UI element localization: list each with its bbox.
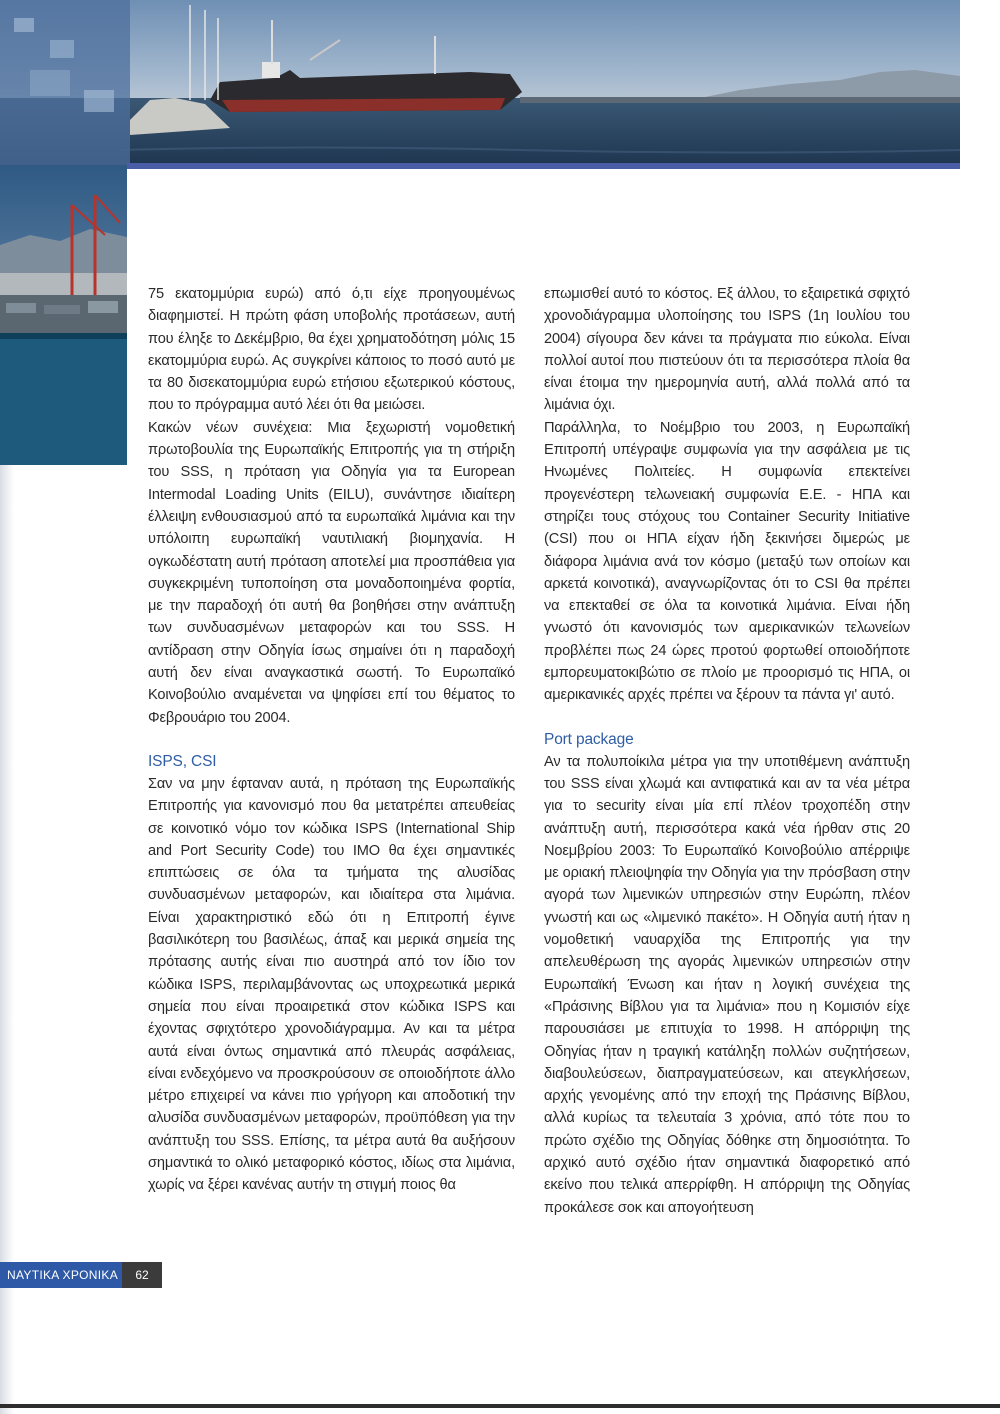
article-column-left bbox=[148, 283, 515, 1197]
body-paragraph: Παράλληλα, το Νοέμβριο του 2003, η Ευρωπαϊκή Επιτροπή υπέγραψε συμφωνία για την ασφάλεια με τις Ηνωμένες Πολιτείες. Η συμφωνία επεκτείνει προγενέστερη τελωνειακή συμφωνία Ε.Ε. - ΗΠΑ και στηρίζει τους στόχους του Container Security Initiative (CSI) που οι ΗΠΑ είχαν ήδη ξεκινήσει διμερώς με διάφορα λιμάνια ανά τον κόσμο (μεταξύ των οποίων και αρκετά κοινοτικά), αναγνωρίζοντας ότι το CSI θα πρέπει να επεκταθεί σε όλα τα κοινοτικά λιμάνια. Είναι ήδη γνωστό ότι κανονισμός των αμερικανικών τελωνείων προβλέπει πως 24 ώρες προτού φορτωθεί οποιοδήποτε εμπορευματοκιβώτιο σε πλοίο με προορισμό τις ΗΠΑ, οι αμερικανικές αρχές πρέπει να ξέρουν τα πάντα γι' αυτό. bbox=[544, 419, 910, 704]
bottom-rule bbox=[0, 1404, 1000, 1408]
port-photo bbox=[0, 165, 127, 465]
harbor-photo bbox=[0, 0, 960, 165]
paragraph-spacer bbox=[544, 707, 910, 729]
body-paragraph: επωμισθεί αυτό το κόστος. Εξ άλλου, το εξαιρετικά σφιχτό χρονοδιάγραμμα υλοποίησης του ISPS (1η Ιουλίου του 2004) σίγουρα δεν κάνει τα πράγματα πιο εύκολα. Είναι πολλοί αυτοί που πιστεύουν ότι τα περισσότερα πλοία θα είναι έτοιμα την ημερομηνία αυτή, αλλά πολλά από τα λιμάνια όχι. bbox=[544, 286, 910, 414]
section-heading-port-package: Port package bbox=[544, 730, 634, 748]
article-column-right bbox=[544, 283, 910, 1219]
body-paragraph: Αν τα πολυποίκιλα μέτρα για την υποτιθέμενη ανάπτυξη του SSS είναι χλωμά και αντιφατικά και αν τα νέα μέτρα για το security είναι μία επί πλέον τροχοπέδη στην ανάπτυξη αυτή, περισσότερα κακά νέα ήρθαν στις 20 Νοεμβρίου 2003: Το Ευρωπαϊκό Κοινοβούλιο απέρριψε με οριακή πλειοψηφία την Οδηγία για την πρόσβαση στην αγορά των λιμενικών υπηρεσιών στην Ευρώπη, πλέον γνωστή και ως «λιμενικό πακέτο». Η Οδηγία αυτή ήταν η νομοθετική ναυαρχίδα της Επιτροπής για την απελευθέρωση της αγοράς λιμενικών υπηρεσιών στην Ευρωπαϊκή Ένωση και ήταν η λογική συνέχεια της «Πράσινης Βίβλου για τα λιμάνια» που η Κομισιόν είχε παρουσιάσει με επιτυχία το 1998. Η απόρριψη της Οδηγίας ήταν η τραγική κατάληξη πολλών συζητήσεων, διαβουλεύσεων, διαπραγματεύσεων, και ατεγκλήσεων, αρχής γενομένης από την εποχή της Πράσινης Βίβλου, αλλά κυρίως τα τελευταία 3 χρόνια, από τότε που το πρώτο σχέδιο της Οδηγίας δόθηκε στη δημοσιότητα. Το αρχικό αυτό σχέδιο ήταν σημαντικά διαφορετικό από εκείνο που τελικά απερρίφθη. Η απόρριψη της Οδηγίας προκάλεσε σοκ και απογοήτευση bbox=[544, 753, 910, 1216]
section-heading-isps-csi: ISPS, CSI bbox=[148, 752, 217, 770]
page-number: 62 bbox=[122, 1262, 162, 1288]
paragraph-spacer bbox=[148, 729, 515, 751]
header-accent-band bbox=[127, 163, 960, 169]
body-paragraph: 75 εκατομμύρια ευρώ) από ό,τι είχε προηγουμένως διαφημιστεί. Η πρώτη φάση υποβολής προτάσεων, αυτή που έληξε το Δεκέμβριο, θα έχει χρηματοδότηση μόλις 15 εκατομμύρια ευρώ. Ας συγκρίνει κάποιος το ποσό αυτό με τα 80 δισεκατομμύρια ευρώ ετήσιου εξωτερικού κόστους, που το πρόγραμμα αυτό λέει ότι θα μειώσει. bbox=[148, 286, 515, 414]
body-paragraph: Κακών νέων συνέχεια: Μια ξεχωριστή νομοθετική πρωτοβουλία της Ευρωπαϊκής Επιτροπής για τη στήριξη του SSS, η πρόταση για Οδηγία για τα European Intermodal Loading Units (EILU), συνάντησε ιδιαίτερη έλλειψη ενθουσιασμού από τα ευρωπαϊκά λιμάνια και την υπόλοιπη ευρωπαϊκή ναυτιλιακή βιομηχανία. Η ογκωδέστατη αυτή πρόταση αποτελεί μια προσπάθεια για συγκεκριμένη τυποποίηση στα μοναδοποιημένα φορτία, με την παραδοχή ότι αυτή θα βοηθήσει στην ανάπτυξη των συνδυασμένων μεταφορών και του SSS. Η αντίδραση στην Οδηγία ίσως σημαίνει ότι η παραδοχή αυτή δεν είναι αναγκαστικά σωστή. Το Ευρωπαϊκό Κοινοβούλιο αναμένεται να ψηφίσει επί του θέματος το Φεβρουάριο του 2004. bbox=[148, 419, 515, 726]
body-paragraph: Σαν να μην έφταναν αυτά, η πρόταση της Ευρωπαϊκής Επιτροπής για κανονισμό που θα μετατρέπει απευθείας σε κοινοτικό νόμο τον κώδικα ISPS (International Ship and Port Security Code) του IMO θα έχει σημαντικές επιπτώσεις σε όλα τα τμήματα της αλυσίδας συνδυασμένων μεταφορών, και ιδιαίτερα στα λιμάνια. Είναι χαρακτηριστικό εδώ ότι η Επιτροπή έγινε βασιλικότερη του βασιλέως, άπαξ και μερικά σημεία της πρότασης αυτής είναι πιο αυστηρά από τον ίδιο τον κώδικα ISPS, περιλαμβάνοντας ως υποχρεωτικά μερικά σημεία που είναι προαιρετικά στον κώδικα ISPS και έχοντας σφιχτότερο χρονοδιάγραμμα. Αν και τα μέτρα αυτά είναι όντως σημαντικά από πλευράς ασφάλειας, είναι ενδεχόμενο να προσκρούσουν σε οποιοδήποτε άλλο μέτρο επιχειρεί να κάνει πιο γρήγορη και αποδοτική την αλυσίδα συνδυασμένων μεταφορών, προϋπόθεση για την ανάπτυξη του SSS. Επίσης, τα μέτρα αυτά θα αυξήσουν σημαντικά το ολικό μεταφορικό κόστος, ιδίως στα λιμάνια, χωρίς να ξέρει κανένας αυτήν τη στιγμή ποιος θα bbox=[148, 775, 515, 1194]
magazine-title: ΝΑΥΤΙΚΑ ΧΡΟΝΙΚΑ bbox=[0, 1262, 122, 1288]
page-footer bbox=[0, 1262, 162, 1288]
